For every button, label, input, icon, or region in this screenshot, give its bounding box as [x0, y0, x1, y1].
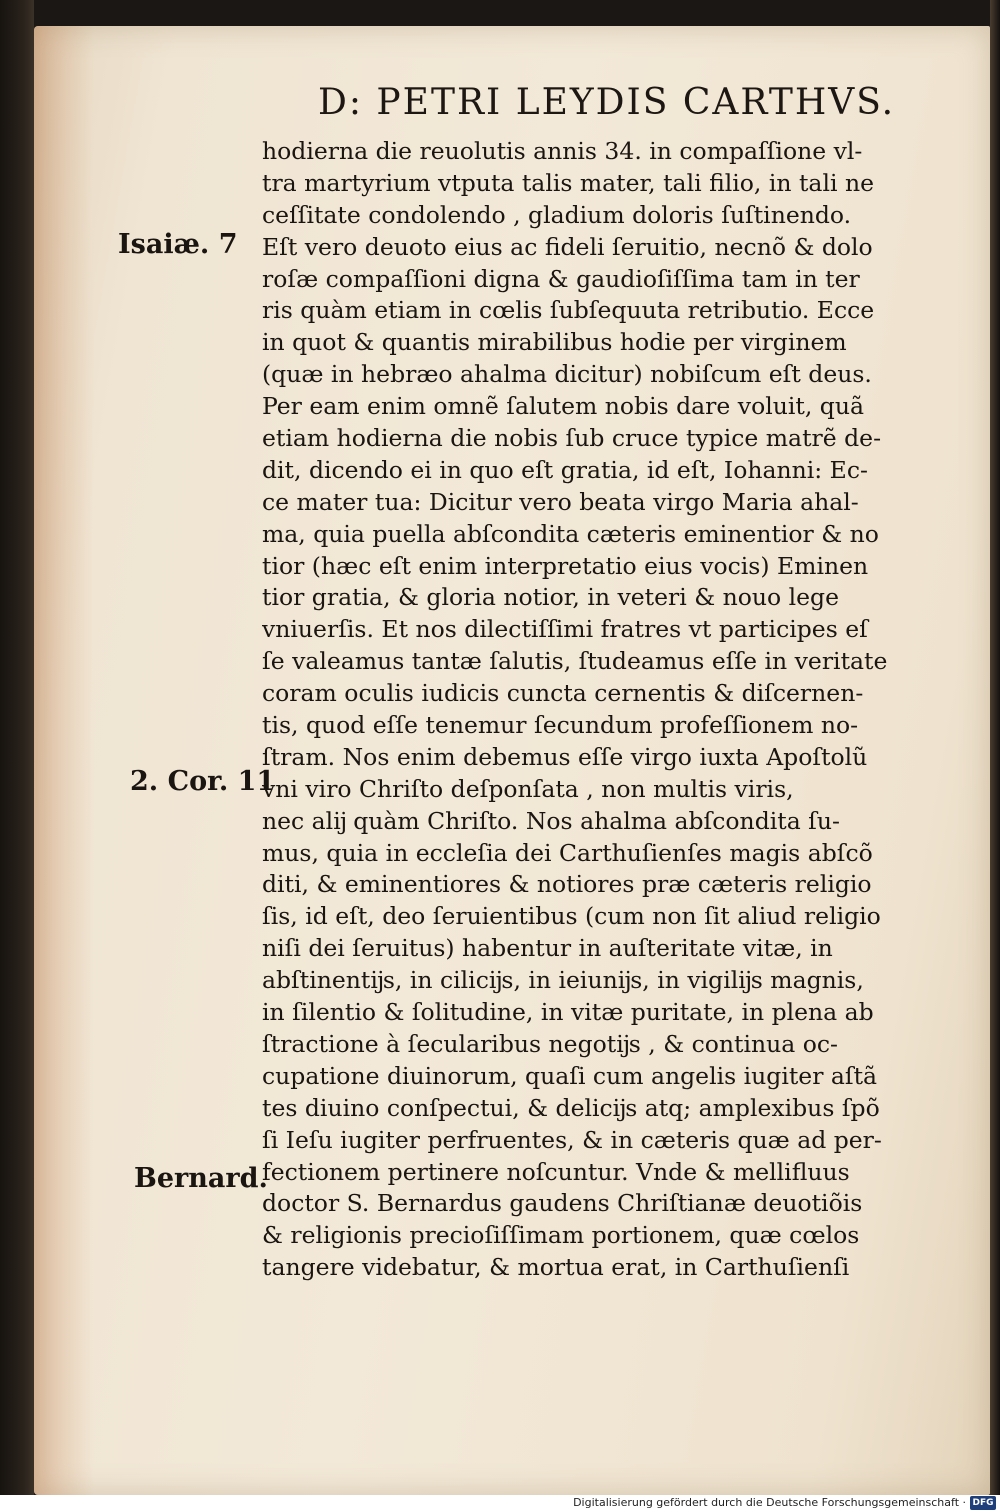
text-line: Eſt vero deuoto eius ac fideli ſeruitio, necnõ & dolo — [262, 232, 873, 261]
text-line: ris quàm etiam in cœlis ſubſequuta retributio. Ecce — [262, 296, 875, 325]
book-edge-left — [0, 0, 34, 1495]
footer-bar — [0, 1495, 1000, 1512]
text-line: ſe valeamus tantæ ſalutis, ſtudeamus eſſe in veritate — [262, 647, 888, 676]
text-line: tangere videbatur, & mortua erat, in Carthuſienſi — [262, 1253, 850, 1282]
text-line: ceſſitate condolendo , gladium doloris ſuſtinendo. — [262, 200, 852, 229]
text-line: ſtractione à ſecularibus negotĳs , & continua oc- — [262, 1029, 839, 1058]
text-line: hodierna die reuolutis annis 34. in compaſſione vl- — [262, 137, 863, 165]
funding-credit: Digitalisierung gefördert durch die Deutsche Forschungsgemeinschaft · — [573, 1496, 966, 1509]
text-line: ma, quia puella abſcondita cæteris eminentior & no — [262, 519, 879, 548]
dfg-logo: DFG — [970, 1496, 996, 1510]
text-line: & religionis precioſiſſimam portionem, quæ cœlos — [262, 1221, 860, 1250]
margin-note-corinthians: 2. Cor. 11 — [130, 766, 276, 797]
book-edge-right — [990, 0, 1000, 1495]
text-line: ce mater tua: Dicitur vero beata virgo Maria ahal- — [262, 487, 859, 516]
text-line: ſtram. Nos enim debemus eſſe virgo iuxta Apoſtolũ — [262, 742, 868, 771]
text-line: tior (hæc eſt enim interpretatio eius vocis) Eminen — [262, 551, 869, 580]
text-line: dit, dicendo ei in quo eſt gratia, id eſt, Iohanni: Ec- — [262, 455, 868, 484]
text-line: abſtinentĳs, in cilicĳs, in ieiunĳs, in vigilĳs magnis, — [262, 966, 864, 995]
margin-note-isaiae: Isaiæ. 7 — [118, 229, 238, 260]
running-head: D: PETRI LEYDIS CARTHVS. — [318, 82, 896, 123]
text-line: coram oculis iudicis cuncta cernentis & diſcernen- — [262, 679, 864, 708]
text-line: vniuerſis. Et nos dilectiſſimi fratres vt participes eſ — [262, 615, 868, 644]
text-line: doctor S. Bernardus gaudens Chriſtianæ deuotiõis — [262, 1189, 863, 1218]
text-line: vni viro Chriſto deſponſata , non multis viris, — [262, 774, 794, 803]
text-line: fectionem pertinere noſcuntur. Vnde & mellifluus — [262, 1157, 850, 1186]
text-line: (quæ in hebræo ahalma dicitur) nobiſcum eſt deus. — [262, 360, 872, 389]
text-line: tra martyrium vtputa talis mater, tali filio, in tali ne — [262, 168, 874, 197]
body-text — [262, 136, 962, 1284]
text-line: roſæ compaſſioni digna & gaudioſiſſima tam in ter — [262, 264, 860, 293]
text-line: Per eam enim omnẽ ſalutem nobis dare voluit, quã — [262, 392, 864, 421]
text-line: tior gratia, & gloria notior, in veteri & nouo lege — [262, 583, 839, 612]
text-line: in quot & quantis mirabilibus hodie per virginem — [262, 328, 847, 357]
text-line: in ſilentio & ſolitudine, in vitæ puritate, in plena ab — [262, 998, 874, 1027]
text-line: diti, & eminentiores & notiores præ cæteris religio — [262, 870, 872, 899]
text-line: niſi dei ſeruitus) habentur in auſteritate vitæ, in — [262, 934, 833, 963]
text-line: tes diuino conſpectui, & delicĳs atq; amplexibus ſpõ — [262, 1093, 880, 1122]
text-line: etiam hodierna die nobis ſub cruce typice matrẽ de- — [262, 424, 882, 453]
text-line: nec alĳ quàm Chriſto. Nos ahalma abſcondita ſu- — [262, 806, 840, 835]
margin-note-bernard: Bernard. — [134, 1163, 268, 1194]
text-line: mus, quia in eccleſia dei Carthuſienſes magis abſcõ — [262, 838, 873, 867]
text-line: cupatione diuinorum, quaſi cum angelis iugiter aſtã — [262, 1061, 878, 1090]
text-line: ſis, id eſt, deo ſeruientibus (cum non ſit aliud religio — [262, 902, 881, 931]
text-line: tis, quod eſſe tenemur ſecundum profeſſionem no- — [262, 711, 859, 740]
text-line: ſi Ieſu iugiter perfruentes, & in cæteris quæ ad per- — [262, 1125, 882, 1154]
